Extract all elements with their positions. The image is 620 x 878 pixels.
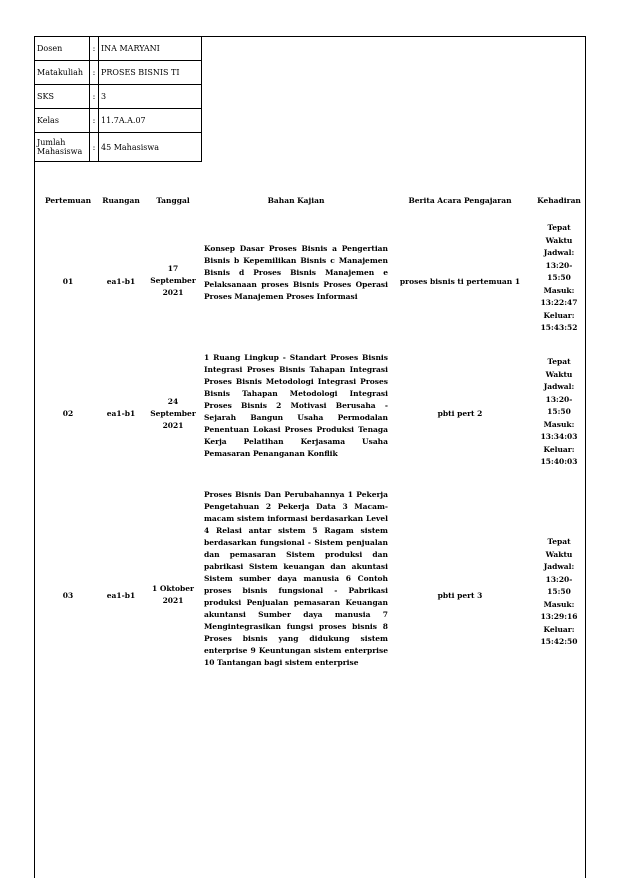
header-pertemuan: Pertemuan <box>44 196 92 205</box>
row2-kehadiran <box>534 356 584 469</box>
row1-kehadiran <box>534 222 584 335</box>
info-label: SKS <box>35 85 90 109</box>
info-row-matakuliah <box>35 61 202 85</box>
attendance-masuk: Masuk: 13:34:03 <box>540 419 578 441</box>
info-value: 45 Mahasiswa <box>99 133 202 162</box>
info-separator: : <box>90 133 99 162</box>
info-value: PROSES BISNIS TI <box>99 61 202 85</box>
header-tanggal: Tanggal <box>156 196 190 205</box>
row1-bahan-kajian: Konsep Dasar Proses Bisnis a Pengertian Bisnis b Kepemilikan Bisnis c Manajemen Bisnis d Proses Bisnis Manajemen e Pelaksanaan proses Bisnis Proses Operasi Proses Manajemen Proses Informasi <box>204 244 388 301</box>
info-row-sks <box>35 85 202 109</box>
info-separator: : <box>90 85 99 109</box>
header-berita-acara: Berita Acara Pengajaran <box>408 196 512 205</box>
attendance-jadwal: Jadwal: 13:20-15:50 <box>543 562 575 596</box>
info-value: INA MARYANI <box>99 37 202 61</box>
row3-pertemuan: 03 <box>62 591 74 600</box>
info-label: Dosen <box>35 37 90 61</box>
info-row-jumlah <box>35 133 202 162</box>
info-label: Jumlah Mahasiswa <box>35 133 90 162</box>
header-ruangan: Ruangan <box>102 196 140 205</box>
row2-pertemuan: 02 <box>62 409 74 418</box>
attendance-masuk: Masuk: 13:22:47 <box>540 285 578 307</box>
course-info-table <box>34 36 202 162</box>
info-label: Kelas <box>35 109 90 133</box>
row1-pertemuan: 01 <box>62 277 74 286</box>
attendance-keluar: Keluar: 15:42:50 <box>540 624 578 646</box>
info-separator: : <box>90 37 99 61</box>
info-row-kelas <box>35 109 202 133</box>
row2-bahan-kajian: 1 Ruang Lingkup - Standart Proses Bisnis Integrasi Proses Bisnis Tahapan Integrasi Proses Bisnis Metodologi Integrasi Proses Bisnis Tahapan Metodologi Integrasi Proses Bisnis 2 Motivasi Berusaha - Sejarah Bangun Usaha Permodalan Penentuan Lokasi Proses Produksi Tenaga Kerja Pelatihan Kerjasama Usaha Pemasaran Penanganan Konflik <box>204 353 388 458</box>
attendance-keluar: Keluar: 15:43:52 <box>540 310 578 332</box>
attendance-masuk: Masuk: 13:29:16 <box>540 599 578 621</box>
info-value: 3 <box>99 85 202 109</box>
header-bahan-kajian: Bahan Kajian <box>267 196 325 205</box>
info-separator: : <box>90 61 99 85</box>
attendance-jadwal: Jadwal: 13:20-15:50 <box>543 382 575 416</box>
attendance-status: Tepat Waktu <box>545 537 573 559</box>
attendance-status: Tepat Waktu <box>545 357 573 379</box>
row1-berita-acara: proses bisnis ti pertemuan 1 <box>399 277 521 286</box>
row3-tanggal: 1 Oktober 2021 <box>152 584 194 605</box>
row3-bahan-kajian: Proses Bisnis Dan Perubahannya 1 Pekerja Pengetahuan 2 Pekerja Data 3 Macam-macam sistem informasi berdasarkan Level 4 Relasi antar sistem 5 Ragam sistem berdasarkan fungsional - Sistem penjualan dan pemasaran Sistem produksi dan pabrikasi Sistem keuangan dan akuntasi Sistem sumber daya manusia 6 Contoh proses bisnis fungsional - Pabrikasi produksi Penjualan pemasaran Keuangan akuntansi Sumber daya manusia 7 Mengintegrasikan fungsi proses bisnis 8 Proses bisnis yang didukung sistem enterprise 9 Keuntungan sistem enterprise 10 Tantangan bagi sistem enterprise <box>204 490 388 667</box>
info-row-dosen <box>35 37 202 61</box>
row3-kehadiran <box>534 536 584 649</box>
row1-ruangan: ea1-b1 <box>106 277 136 286</box>
row3-ruangan: ea1-b1 <box>106 591 136 600</box>
attendance-jadwal: Jadwal: 13:20-15:50 <box>543 248 575 282</box>
row3-berita-acara: pbti pert 3 <box>437 591 483 600</box>
info-label: Matakuliah <box>35 61 90 85</box>
row2-ruangan: ea1-b1 <box>106 409 136 418</box>
row1-tanggal: 17 September 2021 <box>150 264 196 297</box>
row2-berita-acara: pbti pert 2 <box>437 409 483 418</box>
info-value: 11.7A.A.07 <box>99 109 202 133</box>
row2-tanggal: 24 September 2021 <box>150 397 196 430</box>
header-kehadiran: Kehadiran <box>537 196 581 205</box>
attendance-status: Tepat Waktu <box>545 223 573 245</box>
attendance-keluar: Keluar: 15:40:03 <box>540 444 578 466</box>
info-separator: : <box>90 109 99 133</box>
